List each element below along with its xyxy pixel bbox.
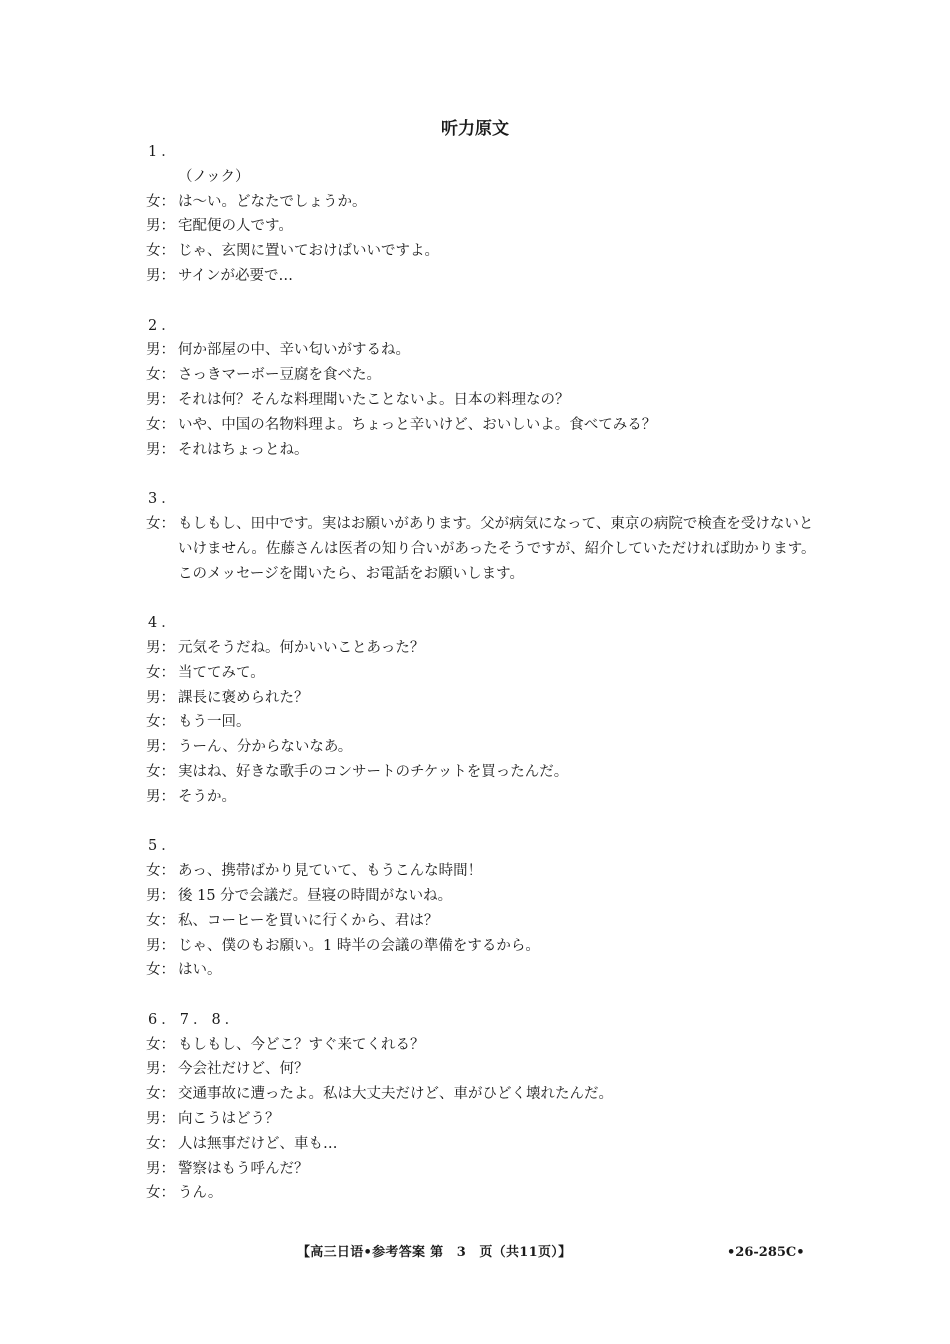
dialogue-line [146,1157,826,1182]
dialogue-text: もしもし、今どこ？すぐ来てくれる？ [178,1036,425,1053]
dialogue-text: （ノック） [178,168,250,185]
transcript-content [146,140,826,1231]
speaker-label: 男： [146,1061,175,1078]
dialogue-line [146,388,826,413]
speaker-label: 女： [146,515,175,532]
speaker-label: 男： [146,391,175,408]
dialogue-text: さっきマーボー豆腐を食べた。 [178,367,381,384]
dialogue-line [146,239,826,264]
dialogue-line [146,636,826,661]
speaker-label: 女： [146,714,175,731]
dialogue-line [146,958,826,983]
dialogue-text: 実はね、好きな歌手のコンサートのチケットを買ったんだ。 [178,763,569,780]
dialogue-line [146,338,826,363]
dialogue-text: 後 15 分で会議だ。昼寝の時間がないね。 [178,887,453,904]
dialogue-text: もう一回。 [178,714,251,731]
dialogue-line [146,710,826,735]
footer-exam-code: •26-285C• [727,1245,805,1260]
dialogue-text: 交通事故に遭ったよ。私は大丈夫だけど、車がひどく壊れたんだ。 [178,1086,613,1103]
speaker-label: 女： [146,416,175,433]
dialogue-line [146,413,826,438]
page-footer [0,1240,950,1266]
section-number: 5． [148,838,180,855]
dialogue-line [146,859,826,884]
dialogue-line [146,1181,826,1206]
dialogue-text: 元気そうだね。何かいいことあった？ [178,639,425,656]
dialogue-text: それは何？そんな料理聞いたことないよ。日本の料理なの？ [178,391,570,408]
dialogue-text: あっ、携帯ばかり見ていて、もうこんな時間！ [178,863,483,880]
section-number: 1． [148,144,180,160]
footer-page-info: 【高三日语•参考答案 第 3 页（共11页）】 [297,1245,572,1260]
section-3 [146,487,826,586]
speaker-label: 男： [146,1111,175,1128]
dialogue-text: 今会社だけど、何？ [178,1061,309,1078]
speaker-label: 女： [146,193,175,210]
dialogue-text: じゃ、僕のもお願い。1 時半の会議の準備をするから。 [178,937,540,954]
speaker-label: 女： [146,1036,175,1053]
dialogue-line [146,785,826,810]
dialogue-text: 当ててみて。 [178,664,265,681]
section-4 [146,611,826,809]
speaker-label: 男： [146,937,175,954]
dialogue-line [146,264,826,289]
dialogue-text: うーん、分からないなあ。 [178,739,353,756]
speaker-label: 女： [146,962,175,979]
dialogue-text: サインが必要で… [178,267,293,284]
dialogue-line [146,735,826,760]
speaker-label: 女： [146,763,175,780]
dialogue-line [146,1082,826,1107]
speaker-label: 男： [146,1160,175,1177]
dialogue-line [146,1033,826,1058]
dialogue-line [146,909,826,934]
dialogue-text: 課長に褒められた？ [178,689,309,706]
dialogue-text: じゃ、玄関に置いておけばいいですよ。 [178,243,439,260]
dialogue-line [146,934,826,959]
speaker-label: 女： [146,664,175,681]
dialogue-text: いや、中国の名物料理よ。ちょっと辛いけど、おいしいよ。食べてみる？ [178,416,657,433]
dialogue-line [146,165,826,190]
speaker-label: 女： [146,912,175,929]
dialogue-line [146,190,826,215]
dialogue-text: もしもし、田中です。実はお願いがあります。父が病気になって、東京の病院で検査を受けないといけません。佐藤さんは医者の知り合いがあったそうですが、紹介していただければ助かります。このメッセージを聞いたら、お電話をお願いします。 [178,515,816,582]
section-number: 2． [148,317,180,334]
dialogue-line [146,661,826,686]
dialogue-line [146,884,826,909]
dialogue-text: 宅配便の人です。 [178,218,293,235]
dialogue-text: はい。 [178,962,222,979]
dialogue-line [146,214,826,239]
speaker-label: 女： [146,1086,175,1103]
speaker-label: 男： [146,342,175,359]
speaker-label: 男： [146,887,175,904]
speaker-label: 男： [146,788,175,805]
dialogue-text: 私、コーヒーを買いに行くから、君は？ [178,912,439,929]
dialogue-text: 人は無事だけど、車も… [178,1135,338,1152]
section-number: 4． [148,615,180,632]
dialogue-text: 警察はもう呼んだ？ [178,1160,309,1177]
dialogue-line [146,512,826,586]
dialogue-line [146,438,826,463]
speaker-label: 男： [146,441,175,458]
section-1 [146,140,826,289]
speaker-label: 男： [146,267,175,284]
dialogue-line [146,1132,826,1157]
dialogue-line [146,760,826,785]
speaker-label: 女： [146,243,175,260]
dialogue-line [146,1107,826,1132]
section-number: 6．7．8． [148,1011,244,1028]
dialogue-text: は～い。どなたでしょうか。 [178,193,367,210]
page-title: 听力原文 [441,119,509,139]
section-5 [146,834,826,983]
speaker-label: 男： [146,689,175,706]
speaker-label: 女： [146,367,175,384]
speaker-label: 男： [146,639,175,656]
dialogue-line [146,1057,826,1082]
section-number: 3． [148,491,180,508]
speaker-label: 男： [146,218,175,235]
dialogue-line [146,363,826,388]
dialogue-line [146,686,826,711]
speaker-label: 女： [146,1185,175,1202]
section-2 [146,314,826,463]
dialogue-text: それはちょっとね。 [178,441,309,458]
section-6-7-8 [146,1008,826,1206]
speaker-label [146,165,178,190]
speaker-label: 女： [146,1135,175,1152]
dialogue-text: 何か部屋の中、辛い匂いがするね。 [178,342,410,359]
speaker-label: 女： [146,863,175,880]
dialogue-text: 向こうはどう？ [178,1111,280,1128]
dialogue-text: そうか。 [178,788,236,805]
speaker-label: 男： [146,739,175,756]
dialogue-text: うん。 [178,1185,223,1202]
